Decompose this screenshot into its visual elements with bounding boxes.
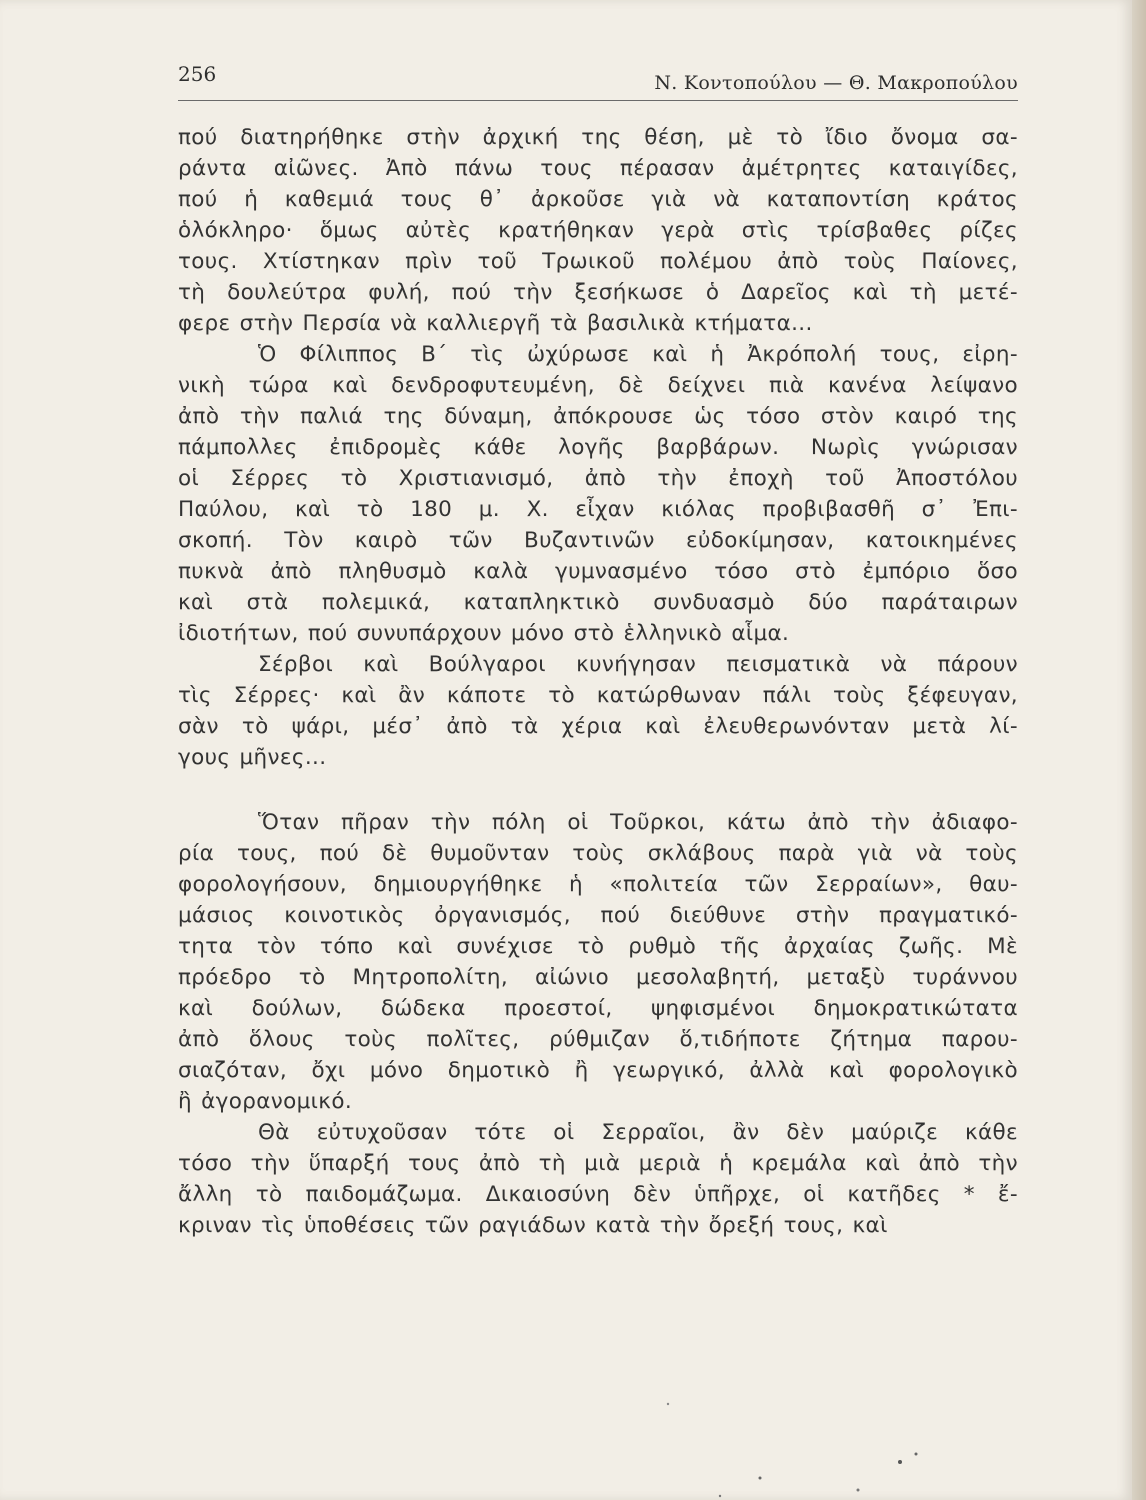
text-line: καὶ στὰ πολεμικά, καταπληκτικὸ συνδυασμὸ δύο παράταιρων: [178, 590, 1018, 615]
text-line: πού διατηρήθηκε στὴν ἀρχική της θέση, μὲ τὸ ἴδιο ὄνομα σα-: [178, 125, 1018, 150]
text-line: νικὴ τώρα καὶ δενδροφυτευμένη, δὲ δείχνει πιὰ κανένα λείψανο: [178, 373, 1018, 398]
page-edge: [1132, 0, 1146, 1500]
text-line: ράντα αἰῶνες. Ἀπὸ πάνω τους πέρασαν ἀμέτρητες καταιγίδες,: [178, 156, 1018, 181]
text-line: σιαζόταν, ὄχι μόνο δημοτικὸ ἢ γεωργικό, ἀλλὰ καὶ φορολογικὸ: [178, 1058, 1018, 1083]
paragraph: [178, 807, 1018, 1117]
text-line: τόσο τὴν ὕπαρξή τους ἀπὸ τὴ μιὰ μεριὰ ἡ κρεμάλα καὶ ἀπὸ τὴν: [178, 1151, 1018, 1176]
paragraph-gap: [178, 773, 1018, 807]
paragraph: [178, 339, 1018, 649]
text-line: τὴ δουλεύτρα φυλή, πού τὴν ξεσήκωσε ὁ Δαρεῖος καὶ τὴ μετέ-: [178, 280, 1018, 305]
text-line: ἀπὸ ὅλους τοὺς πολῖτες, ρύθμιζαν ὅ,τιδήποτε ζήτημα παρου-: [178, 1027, 1018, 1052]
paragraph: [178, 122, 1018, 339]
text-line: Παύλου, καὶ τὸ 180 μ. Χ. εἶχαν κιόλας προβιβασθῆ σ᾽ Ἐπι-: [178, 497, 1018, 522]
text-line: τὶς Σέρρες· καὶ ἂν κάποτε τὸ κατώρθωναν πάλι τοὺς ξέφευγαν,: [178, 683, 1018, 708]
text-line: καὶ δούλων, δώδεκα προεστοί, ψηφισμένοι δημοκρατικώτατα: [178, 996, 1018, 1021]
text-line: ἄλλη τὸ παιδομάζωμα. Δικαιοσύνη δὲν ὑπῆρχε, οἱ κατῆδες * ἔ-: [178, 1182, 1018, 1207]
page-number: 256: [178, 62, 217, 86]
text-line: ὁλόκληρο· ὅμως αὐτὲς κρατήθηκαν γερὰ στὶς τρίσβαθες ρίζες: [178, 218, 1018, 243]
text-line: ἢ ἀγορανομικό.: [178, 1089, 353, 1114]
text-line: ἀπὸ τὴν παλιά της δύναμη, ἀπόκρουσε ὡς τόσο στὸν καιρό της: [178, 404, 1018, 429]
text-line: φερε στὴν Περσία νὰ καλλιεργῆ τὰ βασιλικὰ κτήματα...: [178, 311, 813, 336]
text-line: Θὰ εὐτυχοῦσαν τότε οἱ Σερραῖοι, ἂν δὲν μαύριζε κάθε: [258, 1120, 1018, 1145]
text-line: πάμπολλες ἐπιδρομὲς κάθε λογῆς βαρβάρων. Νωρὶς γνώρισαν: [178, 435, 1018, 460]
text-line: σὰν τὸ ψάρι, μέσ᾽ ἀπὸ τὰ χέρια καὶ ἐλευθερωνόνταν μετὰ λί-: [178, 714, 1018, 739]
text-line: ἰδιοτήτων, πού συνυπάρχουν μόνο στὸ ἑλληνικὸ αἷμα.: [178, 621, 790, 646]
text-line: μάσιος κοινοτικὸς ὀργανισμός, πού διεύθυνε στὴν πραγματικό-: [178, 903, 1018, 928]
text-line: Σέρβοι καὶ Βούλγαροι κυνήγησαν πεισματικὰ νὰ πάρουν: [258, 652, 1018, 677]
text-line: πού ἡ καθεμιά τους θ᾽ ἀρκοῦσε γιὰ νὰ καταποντίση κράτος: [178, 187, 1018, 212]
text-line: τους. Χτίστηκαν πρὶν τοῦ Τρωικοῦ πολέμου ἀπὸ τοὺς Παίονες,: [178, 249, 1018, 274]
text-line: φορολογήσουν, δημιουργήθηκε ἡ «πολιτεία τῶν Σερραίων», θαυ-: [178, 872, 1018, 897]
text-line: Ὅταν πῆραν τὴν πόλη οἱ Τοῦρκοι, κάτω ἀπὸ τὴν ἀδιαφο-: [258, 810, 1018, 835]
paragraph: [178, 649, 1018, 773]
text-line: σκοπή. Τὸν καιρὸ τῶν Βυζαντινῶν εὐδοκίμησαν, κατοικημένες: [178, 528, 1018, 553]
body-text: [178, 122, 1018, 1241]
text-line: πρόεδρο τὸ Μητροπολίτη, αἰώνιο μεσολαβητή, μεταξὺ τυράννου: [178, 965, 1018, 990]
text-line: ρία τους, πού δὲ θυμοῦνταν τοὺς σκλάβους παρὰ γιὰ νὰ τοὺς: [178, 841, 1018, 866]
running-head-authors: Ν. Κοντοπούλου — Θ. Μακροπούλου: [654, 72, 1018, 94]
text-line: τητα τὸν τόπο καὶ συνέχισε τὸ ρυθμὸ τῆς ἀρχαίας ζωῆς. Μὲ: [178, 934, 1018, 959]
text-line: πυκνὰ ἀπὸ πληθυσμὸ καλὰ γυμνασμένο τόσο στὸ ἐμπόριο ὅσο: [178, 559, 1018, 584]
text-line: Ὁ Φίλιππος Β΄ τὶς ὠχύρωσε καὶ ἡ Ἀκρόπολή τους, εἰρη-: [258, 342, 1018, 367]
page-header: [178, 62, 1018, 101]
text-line: οἱ Σέρρες τὸ Χριστιανισμό, ἀπὸ τὴν ἐποχὴ τοῦ Ἀποστόλου: [178, 466, 1018, 491]
text-line: γους μῆνες...: [178, 745, 327, 770]
text-line: κριναν τὶς ὑποθέσεις τῶν ραγιάδων κατὰ τὴν ὄρεξή τους, καὶ: [178, 1213, 888, 1238]
paragraph: [178, 1117, 1018, 1241]
